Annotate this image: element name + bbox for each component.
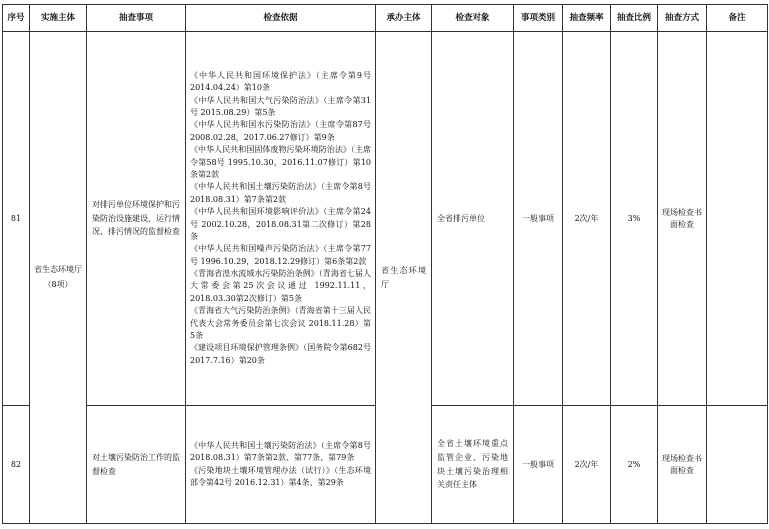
inspection-table <box>2 4 768 524</box>
basis-line: 《中华人民共和国土壤污染防治法》（主席令第8号 2018.08.31）第7条第2款、第77条、第79条 <box>190 440 371 463</box>
basis-line: 《中华人民共和国水污染防治法》（主席令第87号 2008.02.28，2017.06.27修订）第9条 <box>190 120 371 142</box>
basis-line: 《中华人民共和国噪声污染防治法》（主席令第77号 1996.10.29，2018.12.29修订）第6条第2款 <box>190 244 371 266</box>
row-frequency: 2次/年 <box>563 32 611 406</box>
row-target: 全省土壤环境重点监管企业、污染地块土壤污染治理相关责任主体 <box>432 406 514 524</box>
header-org: 承办主体 <box>376 5 432 32</box>
row-category: 一般事项 <box>514 406 563 524</box>
header-subject: 实施主体 <box>30 5 87 32</box>
basis-line: 《青海省大气污染防治条例》（青海省第十三届人民代表大会常务委员会第七次会议 2018.11.28）第5条 <box>190 306 371 341</box>
row-ratio: 3% <box>611 32 658 406</box>
row-basis <box>186 406 376 524</box>
header-method: 抽查方式 <box>658 5 707 32</box>
header-target: 检查对象 <box>432 5 514 32</box>
row-note <box>707 406 768 524</box>
row-item: 对排污单位环境保护和污染防治设施建设、运行情况、排污情况的监督检查 <box>87 32 186 406</box>
row-no: 82 <box>3 406 30 524</box>
row-method: 现场检查书面检查 <box>658 406 707 524</box>
basis-line: 《中华人民共和国土壤污染防治法》（主席令第8号 2018.08.31）第7条第2款 <box>190 182 371 204</box>
header-category: 事项类别 <box>514 5 563 32</box>
header-basis: 检查依据 <box>186 5 376 32</box>
basis-line: 《建设项目环境保护管理条例》（国务院令第682号 2017.7.16）第20条 <box>190 343 371 365</box>
row-basis <box>186 32 376 406</box>
row-org: 省生态环境厅 <box>376 32 432 524</box>
basis-line: 《污染地块土壤环境管理办法（试行）》（生态环境部令第42号 2016.12.31）第4条、第29条 <box>190 465 371 487</box>
row-no: 81 <box>3 32 30 406</box>
row-method: 现场检查书面检查 <box>658 32 707 406</box>
basis-line: 《中华人民共和国大气污染防治法》（主席令第31号 2015.08.29）第5条 <box>190 95 371 117</box>
header-item: 抽查事项 <box>87 5 186 32</box>
basis-line: 《中华人民共和国环境保护法》（主席令第9号 2014.04.24）第10条 <box>190 70 371 93</box>
row-ratio: 2% <box>611 406 658 524</box>
header-no: 序号 <box>3 5 30 32</box>
row-frequency: 2次/年 <box>563 406 611 524</box>
row-category: 一般事项 <box>514 32 563 406</box>
row-subject: 省生态环境厅（8项） <box>30 32 87 524</box>
header-note: 备注 <box>707 5 768 32</box>
header-row <box>3 5 768 32</box>
basis-line: 《中华人民共和国固体废物污染环境防治法》（主席令第58号 1995.10.30，2016.11.07修订）第10条第2款 <box>190 145 371 179</box>
row-item: 对土壤污染防治工作的监督检查 <box>87 406 186 524</box>
row-target: 全省排污单位 <box>432 32 514 406</box>
row-note <box>707 32 768 406</box>
header-ratio: 抽查比例 <box>611 5 658 32</box>
table-row <box>3 32 768 406</box>
header-frequency: 抽查频率 <box>563 5 611 32</box>
basis-line: 《青海省湟水流域水污染防治条例》（青海省七届人大常委会第25次会议通过 1992.11.11，2018.03.30第2次修订）第5条 <box>190 269 371 303</box>
basis-line: 《中华人民共和国环境影响评价法》（主席令第24号 2002.10.28，2018.08.31第二次修订）第28条 <box>190 207 371 241</box>
